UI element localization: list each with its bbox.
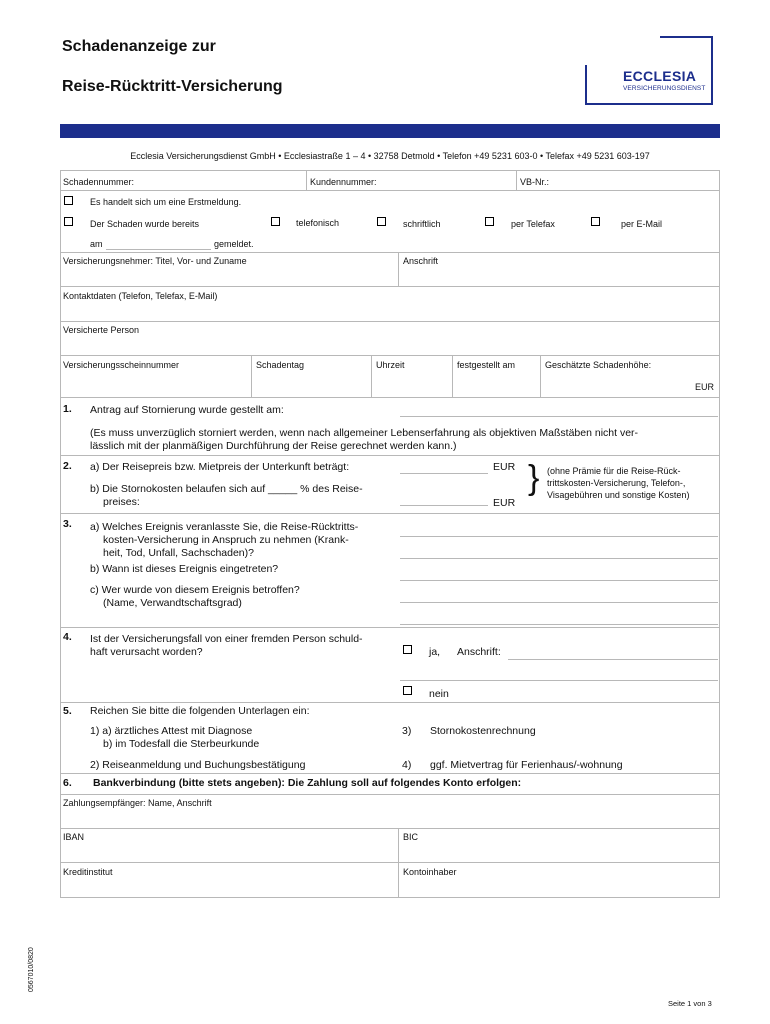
- q5-item4-number: 4): [402, 759, 412, 771]
- divider: [251, 355, 252, 397]
- frame-right: [719, 794, 720, 898]
- q6-number: 6.: [63, 777, 72, 789]
- q5-item1-line2: b) im Todesfall die Sterbeurkunde: [103, 738, 260, 750]
- divider: [60, 862, 720, 863]
- q3-c-line2: (Name, Verwandtschaftsgrad): [103, 597, 242, 609]
- q4-number: 4.: [63, 631, 72, 643]
- q4-line2: haft verursacht worden?: [90, 646, 203, 658]
- frame-left: [60, 794, 61, 898]
- q3-a-input-1[interactable]: [400, 536, 718, 537]
- q2-aside-line1: (ohne Prämie für die Reise-Rück-: [547, 466, 681, 476]
- q1-note-line1: (Es muss unverzüglich storniert werden, wenn nach allgemeiner Lebenserfahrung als objektiven Maßstäben nicht ver-: [90, 427, 639, 439]
- versicherungsscheinnummer-label: Versicherungsscheinnummer: [63, 360, 180, 370]
- erstmeldung-checkbox[interactable]: [64, 196, 73, 205]
- bereits-gemeldet-label: Der Schaden wurde bereits: [90, 219, 200, 229]
- bic-label: BIC: [403, 832, 419, 842]
- telefonisch-label: telefonisch: [296, 218, 340, 228]
- q4-anschrift-input-1[interactable]: [508, 659, 718, 660]
- gemeldet-label: gemeldet.: [214, 239, 254, 249]
- divider: [60, 627, 720, 628]
- divider: [452, 355, 453, 397]
- q5-item1-line1: 1) a) ärztliches Attest mit Diagnose: [90, 725, 253, 737]
- telefax-checkbox[interactable]: [485, 217, 494, 226]
- q3-c-line1: c) Wer wurde von diesem Ereignis betroffen?: [90, 584, 300, 596]
- q1-date-input[interactable]: [400, 416, 718, 417]
- divider: [306, 170, 307, 190]
- divider: [60, 455, 720, 456]
- divider: [60, 321, 720, 322]
- divider: [60, 794, 720, 795]
- kreditinstitut-label: Kreditinstitut: [63, 867, 113, 877]
- divider: [60, 170, 720, 171]
- divider: [60, 252, 720, 253]
- kundennummer-label: Kundennummer:: [310, 177, 377, 187]
- q2-brace: }: [528, 459, 540, 497]
- q5-text: Reichen Sie bitte die folgenden Unterlagen ein:: [90, 705, 310, 717]
- q2-stornokosten-input[interactable]: [400, 505, 488, 506]
- schadenhoehe-eur: EUR: [695, 382, 715, 392]
- title-line2: Reise-Rücktritt-Versicherung: [62, 78, 283, 95]
- q2-a-eur: EUR: [493, 461, 516, 473]
- schriftlich-label: schriftlich: [403, 219, 441, 229]
- divider: [60, 355, 720, 356]
- q3-c-input-2[interactable]: [400, 624, 718, 625]
- q1-text: Antrag auf Stornierung wurde gestellt am:: [90, 404, 284, 416]
- email-checkbox[interactable]: [591, 217, 600, 226]
- divider: [398, 252, 399, 286]
- telefonisch-checkbox[interactable]: [271, 217, 280, 226]
- divider: [60, 513, 720, 514]
- divider: [398, 828, 399, 898]
- q2-aside-line2: trittskosten-Versicherung, Telefon-,: [547, 478, 686, 488]
- logo-main-text: ECCLESIA: [623, 68, 697, 84]
- q4-nein-checkbox[interactable]: [403, 686, 412, 695]
- versicherte-person-label: Versicherte Person: [63, 325, 140, 335]
- q3-number: 3.: [63, 518, 72, 530]
- divider: [60, 286, 720, 287]
- ecclesia-logo: [585, 36, 713, 105]
- uhrzeit-label: Uhrzeit: [376, 360, 405, 370]
- q4-ja-label: ja,: [429, 646, 441, 658]
- q3-b-text: b) Wann ist dieses Ereignis eingetreten?: [90, 563, 279, 575]
- festgestellt-am-label: festgestellt am: [457, 360, 516, 370]
- erstmeldung-label: Es handelt sich um eine Erstmeldung.: [90, 197, 242, 207]
- divider: [60, 773, 720, 774]
- vb-nr-label: VB-Nr.:: [520, 177, 550, 187]
- schadentag-label: Schadentag: [256, 360, 305, 370]
- q1-number: 1.: [63, 403, 72, 415]
- divider: [60, 190, 720, 191]
- divider: [371, 355, 372, 397]
- zahlungsempfaenger-label: Zahlungsempfänger: Name, Anschrift: [63, 798, 212, 808]
- q5-item3-number: 3): [402, 725, 412, 737]
- am-label: am: [90, 239, 103, 249]
- q3-a-line3: heit, Tod, Unfall, Sachschaden)?: [103, 547, 254, 559]
- q2-number: 2.: [63, 460, 72, 472]
- q1-note-line2: lässlich mit der planmäßigen Durchführung der Reise gerechnet werden kann.): [90, 440, 457, 452]
- logo-sub-text: VERSICHERUNGSDIENST: [623, 85, 706, 92]
- schriftlich-checkbox[interactable]: [377, 217, 386, 226]
- email-label: per E-Mail: [621, 219, 663, 229]
- q3-a-line2: kosten-Versicherung in Anspruch zu nehmen (Krank-: [103, 534, 349, 546]
- divider: [60, 828, 720, 829]
- q5-item4-text: ggf. Mietvertrag für Ferienhaus/-wohnung: [430, 759, 623, 771]
- q2-a-text: a) Der Reisepreis bzw. Mietpreis der Unterkunft beträgt:: [90, 461, 350, 473]
- q3-c-input-1[interactable]: [400, 602, 718, 603]
- q3-a-line1: a) Welches Ereignis veranlasste Sie, die Reise-Rücktritts-: [90, 521, 359, 533]
- title-line1: Schadenanzeige zur: [62, 38, 216, 55]
- q6-text: Bankverbindung (bitte stets angeben): Die Zahlung soll auf folgendes Konto erfolgen:: [93, 777, 522, 789]
- divider: [60, 702, 720, 703]
- q5-item2-text: 2) Reiseanmeldung und Buchungsbestätigung: [90, 759, 306, 771]
- page-number: Seite 1 von 3: [668, 999, 712, 1008]
- q3-b-input[interactable]: [400, 580, 718, 581]
- q4-anschrift-label: Anschrift:: [457, 646, 501, 658]
- q4-ja-checkbox[interactable]: [403, 645, 412, 654]
- iban-label: IBAN: [63, 832, 85, 842]
- divider: [516, 170, 517, 190]
- q4-anschrift-input-2[interactable]: [400, 680, 718, 681]
- anschrift-label: Anschrift: [403, 256, 439, 266]
- divider: [60, 897, 720, 898]
- company-address: Ecclesia Versicherungsdienst GmbH • Ecclesiastraße 1 – 4 • 32758 Detmold • Telefon +49 5231 603-0 • Telefax +49 5231 603-197: [130, 151, 650, 161]
- q2-aside-line3: Visagebühren und sonstige Kosten): [547, 490, 690, 500]
- divider: [60, 397, 720, 398]
- q2-b-line1: b) Die Stornokosten belaufen sich auf _____ % des Reise-: [90, 483, 363, 495]
- q3-a-input-2[interactable]: [400, 558, 718, 559]
- schadennummer-label: Schadennummer:: [63, 177, 135, 187]
- form-code: 0567010/0820: [28, 947, 35, 992]
- q4-line1: Ist der Versicherungsfall von einer fremden Person schuld-: [90, 633, 363, 645]
- divider: [540, 355, 541, 397]
- am-date-input[interactable]: [106, 249, 211, 250]
- q2-b-line2: preises:: [103, 496, 140, 508]
- q2-reisepreis-input[interactable]: [400, 473, 488, 474]
- versicherungsnehmer-label: Versicherungsnehmer: Titel, Vor- und Zuname: [63, 256, 247, 266]
- q2-b-eur: EUR: [493, 497, 516, 509]
- q5-number: 5.: [63, 705, 72, 717]
- q4-nein-label: nein: [429, 688, 449, 700]
- kontaktdaten-label: Kontaktdaten (Telefon, Telefax, E-Mail): [63, 291, 218, 301]
- telefax-label: per Telefax: [511, 219, 555, 229]
- q5-item3-text: Stornokostenrechnung: [430, 725, 536, 737]
- bereits-gemeldet-checkbox[interactable]: [64, 217, 73, 226]
- schadenhoehe-label: Geschätzte Schadenhöhe:: [545, 360, 652, 370]
- kontoinhaber-label: Kontoinhaber: [403, 867, 457, 877]
- header-bar: [60, 124, 720, 138]
